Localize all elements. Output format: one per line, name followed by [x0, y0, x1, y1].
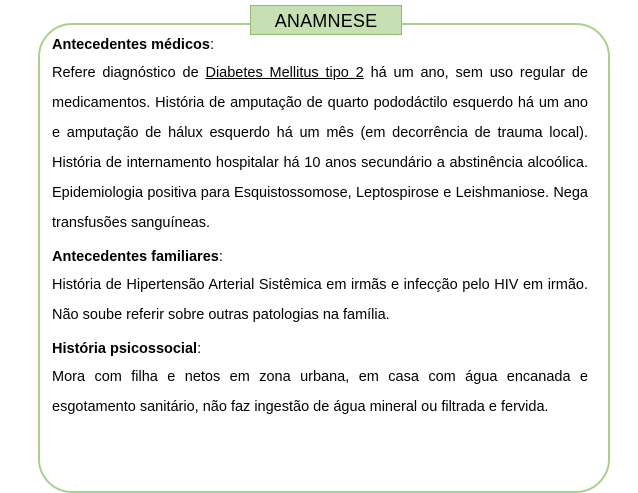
paragraph-text: Refere diagnóstico de: [52, 65, 206, 81]
medical-history-paragraph: [52, 58, 588, 238]
heading-text: História psicossocial: [52, 341, 198, 357]
document-body: [52, 32, 588, 422]
section-heading-family-history: Antecedentes familiares:: [52, 249, 223, 265]
paragraph-text: há um ano, sem uso regular de medicamentos. História de amputação de quarto pododáctilo esquerdo há um ano e amputação de hálux esquerdo há um mês (em decorrência de trauma local). História de internamento hospitalar há 10 anos secundário a abstinência alcoólica. Epidemiologia positiva para Esquistossomose, Leptospirose e Leishmaniose. Nega transfusões sanguíneas.: [52, 65, 588, 231]
diagnosis-underlined: Diabetes Mellitus tipo 2: [205, 65, 364, 81]
section-heading-psychosocial-history: História psicossocial:: [52, 341, 202, 357]
section-heading-medical-history: Antecedentes médicos:: [52, 37, 214, 53]
heading-text: Antecedentes familiares: [52, 249, 219, 265]
psychosocial-history-paragraph: Mora com filha e netos em zona urbana, em casa com água encanada e esgotamento sanitário, não faz ingestão de água mineral ou filtrada e fervida.: [52, 369, 588, 415]
family-history-paragraph: História de Hipertensão Arterial Sistêmica em irmãs e infecção pelo HIV em irmão. Não soube referir sobre outras patologias na família.: [52, 277, 588, 323]
page-title: ANAMNESE: [250, 5, 402, 35]
heading-text: Antecedentes médicos: [52, 37, 210, 53]
